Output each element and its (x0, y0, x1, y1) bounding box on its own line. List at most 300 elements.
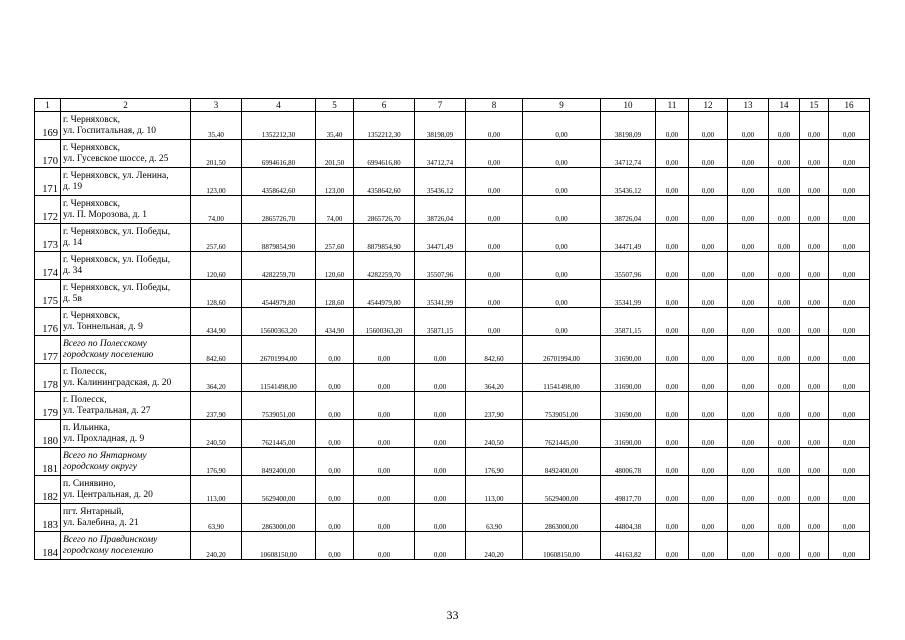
address-line-1: г. Черняховск, (63, 198, 120, 209)
value-cell: 31690,00 (601, 392, 656, 420)
value-cell: 364,20 (466, 364, 523, 392)
table-row (35, 112, 870, 140)
value-cell: 0,00 (728, 308, 769, 336)
value-cell: 0,00 (769, 532, 800, 560)
value-cell: 4282259,70 (354, 252, 415, 280)
column-header: 7 (415, 99, 466, 112)
address-line-1: п. Синявино, (63, 478, 116, 489)
value-cell: 0,00 (316, 532, 354, 560)
value-cell: 237,90 (466, 392, 523, 420)
value-cell: 0,00 (769, 252, 800, 280)
value-cell: 0,00 (656, 364, 689, 392)
value-cell: 6994616,80 (354, 140, 415, 168)
address-line-2: ул. Прохладная, д. 9 (63, 433, 145, 444)
value-cell: 0,00 (728, 336, 769, 364)
address-cell (61, 252, 191, 280)
row-number: 170 (35, 140, 61, 168)
value-cell: 31690,00 (601, 420, 656, 448)
value-cell: 38726,04 (601, 196, 656, 224)
value-cell: 0,00 (769, 476, 800, 504)
value-cell: 0,00 (316, 504, 354, 532)
column-header: 12 (689, 99, 728, 112)
address-cell (61, 364, 191, 392)
address-line-2: городскому округу (63, 461, 137, 472)
value-cell: 2865726,70 (242, 196, 316, 224)
value-cell: 26701994,00 (523, 336, 601, 364)
address-cell (61, 392, 191, 420)
value-cell: 0,00 (728, 252, 769, 280)
table-body (35, 99, 870, 560)
address-line-1: пгт. Янтарный, (63, 506, 124, 517)
value-cell: 0,00 (689, 364, 728, 392)
row-number: 182 (35, 476, 61, 504)
row-number: 178 (35, 364, 61, 392)
address-cell (61, 504, 191, 532)
value-cell: 0,00 (415, 504, 466, 532)
address-cell (61, 140, 191, 168)
value-cell: 0,00 (415, 448, 466, 476)
value-cell: 34471,49 (601, 224, 656, 252)
value-cell: 113,00 (466, 476, 523, 504)
value-cell: 0,00 (769, 112, 800, 140)
value-cell: 34712,74 (415, 140, 466, 168)
value-cell: 240,20 (466, 532, 523, 560)
value-cell: 0,00 (523, 224, 601, 252)
table-row (35, 140, 870, 168)
data-table (34, 98, 870, 560)
value-cell: 0,00 (769, 168, 800, 196)
address-line-1: Всего по Правдинскому (63, 534, 158, 545)
value-cell: 0,00 (800, 364, 829, 392)
value-cell: 0,00 (656, 476, 689, 504)
value-cell: 123,00 (191, 168, 242, 196)
value-cell: 0,00 (829, 140, 870, 168)
value-cell: 4544979,80 (242, 280, 316, 308)
value-cell: 176,90 (191, 448, 242, 476)
value-cell: 15600363,20 (242, 308, 316, 336)
value-cell: 0,00 (656, 392, 689, 420)
value-cell: 0,00 (316, 476, 354, 504)
value-cell: 5629400,00 (242, 476, 316, 504)
header-row (35, 99, 870, 112)
value-cell: 35507,96 (601, 252, 656, 280)
value-cell: 0,00 (800, 280, 829, 308)
address-cell (61, 308, 191, 336)
address-line-1: г. Черняховск, (63, 310, 120, 321)
address-cell (61, 168, 191, 196)
value-cell: 201,50 (191, 140, 242, 168)
column-header: 1 (35, 99, 61, 112)
value-cell: 35341,99 (415, 280, 466, 308)
column-header: 11 (656, 99, 689, 112)
address-line-2: д. 14 (63, 237, 83, 248)
value-cell: 0,00 (689, 476, 728, 504)
value-cell: 0,00 (316, 448, 354, 476)
value-cell: 120,60 (316, 252, 354, 280)
table-row (35, 504, 870, 532)
row-number: 171 (35, 168, 61, 196)
table-row (35, 308, 870, 336)
value-cell: 2865726,70 (354, 196, 415, 224)
value-cell: 49817,70 (601, 476, 656, 504)
column-header: 14 (769, 99, 800, 112)
column-header: 6 (354, 99, 415, 112)
value-cell: 0,00 (689, 252, 728, 280)
value-cell: 0,00 (656, 140, 689, 168)
value-cell: 0,00 (800, 392, 829, 420)
value-cell: 0,00 (316, 336, 354, 364)
table-row (35, 420, 870, 448)
row-number: 176 (35, 308, 61, 336)
value-cell: 0,00 (656, 504, 689, 532)
column-header: 9 (523, 99, 601, 112)
row-number: 179 (35, 392, 61, 420)
value-cell: 0,00 (656, 448, 689, 476)
address-line-2: д. 34 (63, 265, 83, 276)
table-row (35, 448, 870, 476)
value-cell: 35507,96 (415, 252, 466, 280)
value-cell: 0,00 (354, 364, 415, 392)
value-cell: 0,00 (728, 364, 769, 392)
value-cell: 10608150,00 (523, 532, 601, 560)
value-cell: 0,00 (354, 336, 415, 364)
value-cell: 0,00 (523, 112, 601, 140)
value-cell: 8492400,00 (523, 448, 601, 476)
value-cell: 0,00 (829, 224, 870, 252)
row-number: 180 (35, 420, 61, 448)
value-cell: 0,00 (689, 280, 728, 308)
value-cell: 0,00 (800, 168, 829, 196)
value-cell: 0,00 (354, 504, 415, 532)
value-cell: 0,00 (800, 336, 829, 364)
value-cell: 0,00 (689, 112, 728, 140)
address-line-2: д. 19 (63, 181, 83, 192)
value-cell: 8879854,90 (242, 224, 316, 252)
value-cell: 0,00 (769, 308, 800, 336)
value-cell: 0,00 (656, 224, 689, 252)
value-cell: 31690,00 (601, 336, 656, 364)
value-cell: 6994616,80 (242, 140, 316, 168)
value-cell: 15600363,20 (354, 308, 415, 336)
value-cell: 2863000,00 (242, 504, 316, 532)
address-line-2: ул. Гусевское шоссе, д. 25 (63, 153, 169, 164)
value-cell: 38726,04 (415, 196, 466, 224)
value-cell: 0,00 (415, 364, 466, 392)
table-row (35, 392, 870, 420)
value-cell: 0,00 (800, 532, 829, 560)
table-row (35, 252, 870, 280)
value-cell: 0,00 (728, 392, 769, 420)
table-row (35, 168, 870, 196)
value-cell: 0,00 (466, 280, 523, 308)
address-line-1: Всего по Полесскому (63, 338, 147, 349)
value-cell: 240,20 (191, 532, 242, 560)
value-cell: 4544979,80 (354, 280, 415, 308)
value-cell: 0,00 (656, 196, 689, 224)
value-cell: 0,00 (829, 168, 870, 196)
address-line-2: ул. Театральная, д. 27 (63, 405, 151, 416)
value-cell: 0,00 (769, 448, 800, 476)
value-cell: 0,00 (728, 504, 769, 532)
value-cell: 35436,12 (601, 168, 656, 196)
value-cell: 0,00 (656, 308, 689, 336)
value-cell: 0,00 (466, 196, 523, 224)
value-cell: 1352212,30 (354, 112, 415, 140)
value-cell: 201,50 (316, 140, 354, 168)
value-cell: 1352212,30 (242, 112, 316, 140)
value-cell: 48006,78 (601, 448, 656, 476)
value-cell: 0,00 (829, 196, 870, 224)
value-cell: 123,00 (316, 168, 354, 196)
value-cell: 364,20 (191, 364, 242, 392)
value-cell: 0,00 (769, 504, 800, 532)
value-cell: 0,00 (523, 308, 601, 336)
value-cell: 0,00 (829, 336, 870, 364)
value-cell: 240,50 (466, 420, 523, 448)
value-cell: 63,90 (191, 504, 242, 532)
value-cell: 11541498,00 (523, 364, 601, 392)
value-cell: 0,00 (523, 252, 601, 280)
value-cell: 0,00 (829, 420, 870, 448)
value-cell: 176,90 (466, 448, 523, 476)
value-cell: 0,00 (689, 532, 728, 560)
address-line-1: Всего по Янтарному (63, 450, 147, 461)
value-cell: 0,00 (769, 336, 800, 364)
value-cell: 0,00 (689, 168, 728, 196)
address-line-1: г. Черняховск, (63, 142, 120, 153)
value-cell: 0,00 (800, 112, 829, 140)
value-cell: 44163,82 (601, 532, 656, 560)
value-cell: 240,50 (191, 420, 242, 448)
value-cell: 34712,74 (601, 140, 656, 168)
row-number: 174 (35, 252, 61, 280)
table-row (35, 196, 870, 224)
value-cell: 0,00 (769, 140, 800, 168)
value-cell: 0,00 (689, 336, 728, 364)
value-cell: 7539051,00 (242, 392, 316, 420)
address-line-2: ул. П. Морозова, д. 1 (63, 209, 148, 220)
value-cell: 0,00 (523, 168, 601, 196)
row-number: 169 (35, 112, 61, 140)
value-cell: 63,90 (466, 504, 523, 532)
value-cell: 35341,99 (601, 280, 656, 308)
value-cell: 0,00 (800, 448, 829, 476)
address-line-1: г. Полесск, (63, 394, 107, 405)
value-cell: 38198,09 (601, 112, 656, 140)
address-line-2: ул. Госпитальная, д. 10 (63, 125, 156, 136)
address-cell (61, 224, 191, 252)
value-cell: 35,40 (191, 112, 242, 140)
address-line-1: г. Черняховск, ул. Победы, (63, 282, 171, 293)
value-cell: 7621445,00 (242, 420, 316, 448)
value-cell: 2863000,00 (523, 504, 601, 532)
value-cell: 128,60 (316, 280, 354, 308)
column-header: 13 (728, 99, 769, 112)
table-row (35, 364, 870, 392)
address-line-2: д. 5в (63, 293, 82, 304)
row-number: 183 (35, 504, 61, 532)
value-cell: 0,00 (689, 504, 728, 532)
value-cell: 10608150,00 (242, 532, 316, 560)
row-number: 172 (35, 196, 61, 224)
value-cell: 26701994,00 (242, 336, 316, 364)
value-cell: 0,00 (829, 532, 870, 560)
address-cell (61, 420, 191, 448)
value-cell: 5629400,00 (523, 476, 601, 504)
value-cell: 0,00 (829, 364, 870, 392)
address-line-2: ул. Калининградская, д. 20 (63, 377, 172, 388)
value-cell: 7621445,00 (523, 420, 601, 448)
page-number: 33 (446, 608, 459, 622)
value-cell: 0,00 (689, 308, 728, 336)
row-number: 177 (35, 336, 61, 364)
value-cell: 34471,49 (415, 224, 466, 252)
column-header: 2 (61, 99, 191, 112)
address-cell (61, 336, 191, 364)
value-cell: 0,00 (415, 336, 466, 364)
address-line-1: г. Черняховск, ул. Ленина, (63, 170, 169, 181)
table-row (35, 532, 870, 560)
value-cell: 0,00 (800, 140, 829, 168)
row-number: 175 (35, 280, 61, 308)
value-cell: 0,00 (689, 420, 728, 448)
value-cell: 4358642,60 (354, 168, 415, 196)
address-line-1: г. Черняховск, ул. Победы, (63, 254, 171, 265)
column-header: 15 (800, 99, 829, 112)
value-cell: 0,00 (769, 364, 800, 392)
value-cell: 0,00 (656, 532, 689, 560)
value-cell: 0,00 (656, 420, 689, 448)
row-number: 184 (35, 532, 61, 560)
value-cell: 0,00 (800, 308, 829, 336)
value-cell: 0,00 (523, 280, 601, 308)
value-cell: 0,00 (656, 112, 689, 140)
column-header: 4 (242, 99, 316, 112)
value-cell: 0,00 (800, 420, 829, 448)
address-line-2: городскому поселению (63, 349, 154, 360)
value-cell: 0,00 (656, 280, 689, 308)
address-line-2: ул. Центральная, д. 20 (63, 489, 153, 500)
value-cell: 0,00 (415, 476, 466, 504)
value-cell: 0,00 (800, 196, 829, 224)
value-cell: 0,00 (728, 448, 769, 476)
value-cell: 0,00 (800, 476, 829, 504)
column-header: 5 (316, 99, 354, 112)
value-cell: 11541498,00 (242, 364, 316, 392)
value-cell: 74,00 (191, 196, 242, 224)
value-cell: 0,00 (466, 224, 523, 252)
address-cell (61, 112, 191, 140)
value-cell: 0,00 (415, 392, 466, 420)
address-line-1: п. Ильинка, (63, 422, 110, 433)
value-cell: 128,60 (191, 280, 242, 308)
value-cell: 8879854,90 (354, 224, 415, 252)
address-line-2: ул. Балебина, д. 21 (63, 517, 139, 528)
value-cell: 0,00 (689, 392, 728, 420)
value-cell: 0,00 (466, 168, 523, 196)
value-cell: 4282259,70 (242, 252, 316, 280)
value-cell: 35,40 (316, 112, 354, 140)
value-cell: 35871,15 (415, 308, 466, 336)
value-cell: 237,90 (191, 392, 242, 420)
table-row (35, 224, 870, 252)
value-cell: 74,00 (316, 196, 354, 224)
address-cell (61, 448, 191, 476)
address-line-2: городскому поселению (63, 545, 154, 556)
value-cell: 0,00 (466, 252, 523, 280)
value-cell: 0,00 (354, 448, 415, 476)
value-cell: 0,00 (769, 224, 800, 252)
value-cell: 4358642,60 (242, 168, 316, 196)
address-cell (61, 532, 191, 560)
value-cell: 0,00 (728, 224, 769, 252)
value-cell: 0,00 (829, 112, 870, 140)
value-cell: 257,60 (316, 224, 354, 252)
value-cell: 0,00 (316, 364, 354, 392)
table-row (35, 476, 870, 504)
value-cell: 0,00 (466, 140, 523, 168)
value-cell: 0,00 (689, 224, 728, 252)
value-cell: 0,00 (728, 196, 769, 224)
column-header: 10 (601, 99, 656, 112)
table-row (35, 336, 870, 364)
value-cell: 434,90 (191, 308, 242, 336)
value-cell: 0,00 (415, 532, 466, 560)
value-cell: 0,00 (728, 476, 769, 504)
value-cell: 7539051,00 (523, 392, 601, 420)
value-cell: 0,00 (829, 448, 870, 476)
value-cell: 0,00 (354, 392, 415, 420)
value-cell: 35436,12 (415, 168, 466, 196)
value-cell: 0,00 (829, 308, 870, 336)
value-cell: 0,00 (466, 308, 523, 336)
value-cell: 842,60 (466, 336, 523, 364)
value-cell: 31690,00 (601, 364, 656, 392)
value-cell: 0,00 (523, 140, 601, 168)
value-cell: 44804,38 (601, 504, 656, 532)
value-cell: 0,00 (689, 140, 728, 168)
value-cell: 0,00 (656, 168, 689, 196)
value-cell: 0,00 (316, 420, 354, 448)
value-cell: 0,00 (829, 392, 870, 420)
value-cell: 0,00 (689, 196, 728, 224)
column-header: 8 (466, 99, 523, 112)
address-cell (61, 280, 191, 308)
row-number: 181 (35, 448, 61, 476)
column-header: 3 (191, 99, 242, 112)
value-cell: 120,60 (191, 252, 242, 280)
value-cell: 38198,09 (415, 112, 466, 140)
value-cell: 0,00 (316, 392, 354, 420)
value-cell: 0,00 (829, 476, 870, 504)
address-line-1: г. Черняховск, (63, 114, 120, 125)
value-cell: 0,00 (728, 168, 769, 196)
address-line-2: ул. Тоннельная, д. 9 (63, 321, 143, 332)
table-row (35, 280, 870, 308)
value-cell: 0,00 (800, 504, 829, 532)
value-cell: 0,00 (523, 196, 601, 224)
value-cell: 0,00 (769, 280, 800, 308)
value-cell: 842,60 (191, 336, 242, 364)
value-cell: 0,00 (728, 112, 769, 140)
value-cell: 0,00 (728, 140, 769, 168)
address-line-1: г. Полесск, (63, 366, 107, 377)
value-cell: 0,00 (354, 532, 415, 560)
value-cell: 0,00 (656, 252, 689, 280)
value-cell: 0,00 (415, 420, 466, 448)
address-cell (61, 196, 191, 224)
value-cell: 8492400,00 (242, 448, 316, 476)
